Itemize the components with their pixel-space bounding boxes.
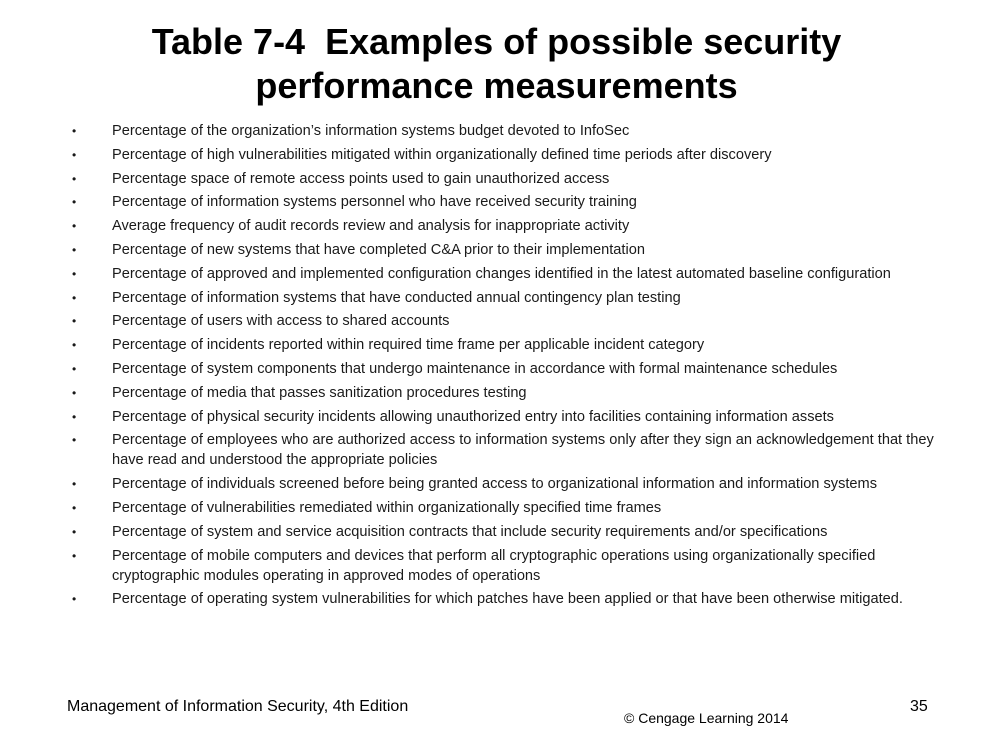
copyright-notice: © Cengage Learning 2014 — [624, 710, 789, 726]
title-line-2: performance measurements — [255, 65, 738, 106]
list-item — [72, 311, 952, 331]
measurement-text: Percentage of users with access to shared accounts — [112, 313, 450, 330]
bullet-icon: • — [72, 147, 77, 162]
bullet-icon: • — [72, 592, 77, 607]
bullet-icon: • — [72, 409, 77, 424]
measurement-text: Percentage of information systems that have conducted annual contingency plan testing — [112, 289, 681, 306]
measurement-text: Percentage space of remote access points used to gain unauthorized access — [112, 170, 610, 187]
page-number: 35 — [910, 698, 928, 715]
bullet-icon: • — [72, 500, 77, 515]
bullet-icon: • — [72, 314, 77, 329]
bullet-icon: • — [72, 361, 77, 376]
footer-book-title: Management of Information Security, 4th Edition — [67, 698, 409, 715]
bullet-icon: • — [72, 477, 77, 492]
measurement-text: Percentage of new systems that have completed C&A prior to their implementation — [112, 241, 645, 258]
list-item — [72, 546, 952, 586]
list-item — [72, 240, 952, 260]
bullet-icon: • — [72, 124, 77, 138]
measurement-text: Percentage of approved and implemented configuration changes identified in the latest automated baseline configuration — [112, 265, 891, 282]
measurement-text: Percentage of high vulnerabilities mitigated within organizationally defined time periods after discovery — [112, 146, 772, 163]
measurement-text: Average frequency of audit records review and analysis for inappropriate activity — [112, 218, 630, 235]
bullet-icon: • — [72, 524, 77, 539]
measurement-text: Percentage of employees who are authorized access to information systems only after they sign an acknowledgement that they have read and understood the appropriate policies — [112, 432, 934, 469]
list-item — [72, 359, 952, 379]
list-item — [72, 498, 952, 518]
title-text-1: Examples of possible security — [325, 21, 842, 62]
list-item — [72, 589, 952, 609]
measurement-text: Percentage of operating system vulnerabilities for which patches have been applied or that have been otherwise mitigated. — [112, 591, 903, 608]
list-item — [72, 121, 952, 141]
bullet-icon: • — [72, 385, 77, 400]
measurement-text: Percentage of the organization’s information systems budget devoted to InfoSec — [112, 123, 630, 139]
list-item — [72, 216, 952, 236]
bullet-icon: • — [72, 171, 77, 186]
bullet-icon: • — [72, 195, 77, 210]
bullet-icon: • — [72, 242, 77, 257]
list-item — [72, 264, 952, 284]
bullet-icon: • — [72, 338, 77, 353]
list-item — [72, 407, 952, 427]
bullet-icon: • — [72, 548, 77, 563]
list-item — [72, 335, 952, 355]
measurement-text: Percentage of mobile computers and devices that perform all cryptographic operations using organizationally specified cryptographic modules operating in approved modes of operations — [112, 547, 876, 584]
list-item — [72, 474, 952, 494]
bullet-icon: • — [72, 266, 77, 281]
list-item — [72, 169, 952, 189]
bullet-icon: • — [72, 433, 77, 448]
measurement-text: Percentage of system components that undergo maintenance in accordance with formal maintenance schedules — [112, 360, 838, 377]
measurement-text: Percentage of individuals screened before being granted access to organizational information and information systems — [112, 476, 877, 493]
title-line-1 — [0, 20, 993, 64]
list-item — [72, 522, 952, 542]
list-item — [72, 145, 952, 165]
list-item — [72, 383, 952, 403]
list-item — [72, 430, 952, 470]
measurement-text: Percentage of incidents reported within required time frame per applicable incident category — [112, 337, 705, 354]
measurement-list — [72, 121, 952, 613]
bullet-icon: • — [72, 290, 77, 305]
list-item — [72, 192, 952, 212]
measurement-text: Percentage of information systems personnel who have received security training — [112, 194, 637, 211]
measurement-text: Percentage of system and service acquisition contracts that include security requirements and/or specifications — [112, 523, 828, 540]
list-item — [72, 288, 952, 308]
measurement-text: Percentage of physical security incidents allowing unauthorized entry into facilities containing information assets — [112, 408, 834, 425]
slide-title — [0, 20, 993, 108]
measurement-text: Percentage of media that passes sanitization procedures testing — [112, 384, 527, 401]
table-label: Table 7-4 — [151, 21, 306, 62]
bullet-icon: • — [72, 219, 77, 234]
measurement-text: Percentage of vulnerabilities remediated within organizationally specified time frames — [112, 499, 662, 516]
